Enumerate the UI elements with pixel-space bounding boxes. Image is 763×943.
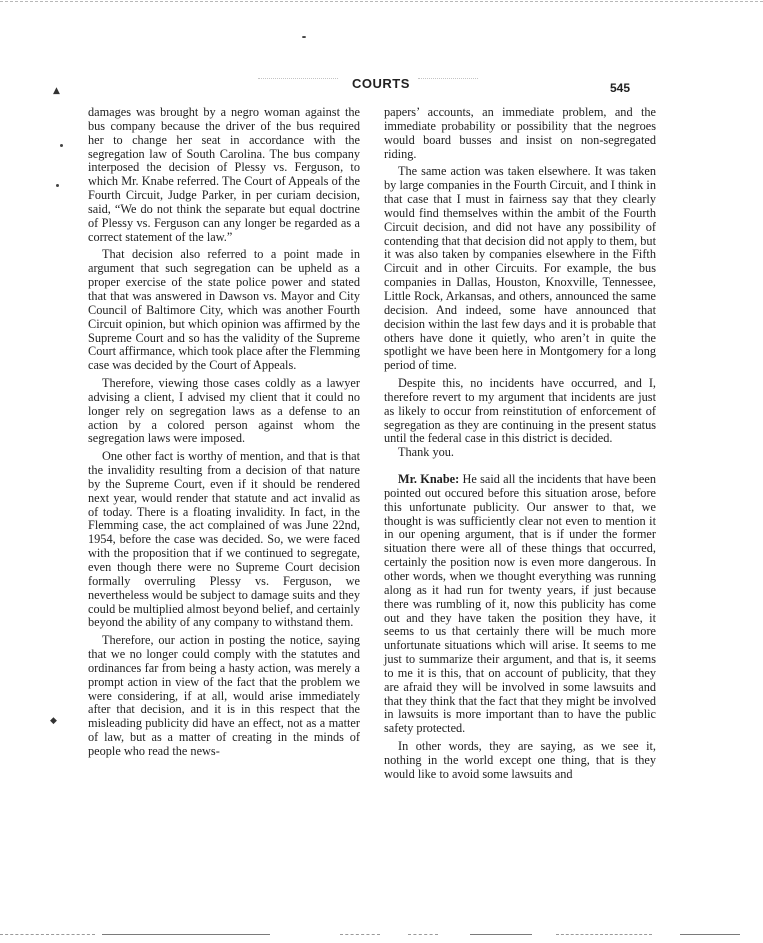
paragraph: The same action was taken elsewhere. It was taken by large companies in the Fourth Circuit, and I think in that case that I must in fairness say that they clearly would find themselves within the ambit of the Fourth Circuit decision, and did not have any possibility of contending that that decision did not apply to them, but it was also taken by companies elsewhere in the Fifth Circuit and in other Circuits. For example, the bus companies in Dallas, Houston, Knoxville, Tennessee, Little Rock, Arkansas, and others, announced the same decision. And indeed, some have announced that decision within the last few days and it is probable that others have done it quietly, who aren’t in quite the spotlight we have been here in Montgomery for a long period of time.: [384, 164, 656, 373]
footer-rule: [680, 934, 740, 935]
paragraph: That decision also referred to a point made in argument that such segregation can be upheld as a proper exercise of the state police power and stated that that was answered in Dawson vs. Mayor and City Council of Baltimore City, which was another Fourth Circuit opinion, but which opinion was affirmed by the Supreme Court and so has the validity of the Supreme Court affirmance, which took place after the Flemming case was decided by the Court of Appeals.: [88, 247, 360, 373]
running-header: [0, 76, 763, 96]
footer-rule: [556, 934, 652, 935]
footer-rule: [0, 934, 95, 935]
scan-speck: [56, 184, 59, 187]
paragraph: One other fact is worthy of mention, and that is that the invalidity resulting from a decision of that nature by the Supreme Court, even if it should be rendered next year, would render that statute and act invalid as of today. There is a floating invalidity. In fact, in the Flemming case, the act complained of was June 22nd, 1954, before the case was decided. So, we were faced with the proposition that if we continued to segregate, even though there were no Supreme Court decision formally overruling Plessy vs. Ferguson, we nevertheless would be subject to damage suits and they could be multiplied almost beyond belief, and certainly beyond the ability of any company to withstand them.: [88, 449, 360, 630]
footer-rule: [470, 934, 532, 935]
paragraph: Despite this, no incidents have occurred, and I, therefore revert to my argument that incidents are just as likely to occur from reinstitution of enforcement of segregation as they are continuing in the present status until the federal case in this district is decided.: [384, 376, 656, 446]
header-dots-left: [258, 78, 338, 79]
scan-top-border: [0, 1, 763, 2]
footer-rule: [340, 934, 380, 935]
knabe-statement: [384, 473, 656, 736]
running-title: COURTS: [352, 76, 410, 91]
footer-rule: [102, 934, 270, 935]
page-number: 545: [610, 81, 631, 95]
statement-text: He said all the incidents that have been pointed out occured before this situation arose, before this unfortunate publicity. Our answer to that, we thought is was sufficiently clear not even to mention it in our opening argument, that is if under the former situation there were all of these things that occurred, certainly the position now is even more dangerous. In other words, when we thought everything was running along as it had run for twenty years, if just because there was rumbling of it, now this publicity has come out and they have taken the position they have, it seems to us that certainly there will be much more unfortunate situations which will arise. It seems to me just to summarize their argument, and that is, it seems to me it is this, that on account of publicity, that they are afraid they will be involved in some lawsuits and that they think that the fact that they might be involved in lawsuits is more important than to have the public safety protected.: [384, 472, 657, 736]
left-column: [88, 106, 360, 759]
header-dots-right: [418, 78, 478, 79]
footer-rule: [408, 934, 438, 935]
paragraph: In other words, they are saying, as we see it, nothing in the world except one thing, that is they would like to avoid some lawsuits and: [384, 739, 656, 781]
margin-mark: ◆: [50, 716, 57, 726]
paragraph: Thank you.: [398, 445, 455, 460]
paragraph: Therefore, our action in posting the notice, saying that we no longer could comply with the statutes and ordinances far from being a hasty action, was merely a prompt action in view of the fact that the problem we were considering, if at all, would arise immediately after that decision, and it is in this respect that the misleading publicity did have an effect, not as a matter of law, but as a matter of creating in the minds of people who read the news-: [88, 633, 360, 758]
paragraph: Therefore, viewing those cases coldly as a lawyer advising a client, I advised my client that it could no longer rely on segregation laws as a defense to an action by a colored person against whom the segregation laws were imposed.: [88, 376, 360, 446]
paragraph: papers’ accounts, an immediate problem, and the immediate probability or possibility that the negroes would board busses and insist on non-segregated riding.: [384, 105, 656, 161]
speaker-label: Mr. Knabe:: [398, 472, 460, 487]
scan-speck: [302, 36, 306, 38]
right-column: [384, 106, 656, 782]
scan-speck: [60, 144, 63, 147]
paragraph: damages was brought by a negro woman against the bus company because the driver of the bus required her to change her seat in accordance with the segregation law of South Carolina. The bus company interposed the decision of Plessy vs. Ferguson, to which Mr. Knabe referred. The Court of Appeals of the Fourth Circuit, Judge Parker, in per curiam decision, said, “We do not think the separate but equal doctrine of Plessy vs. Ferguson can any longer be regarded as a correct statement of the law.”: [88, 105, 360, 244]
margin-mark: ▲: [53, 86, 60, 96]
